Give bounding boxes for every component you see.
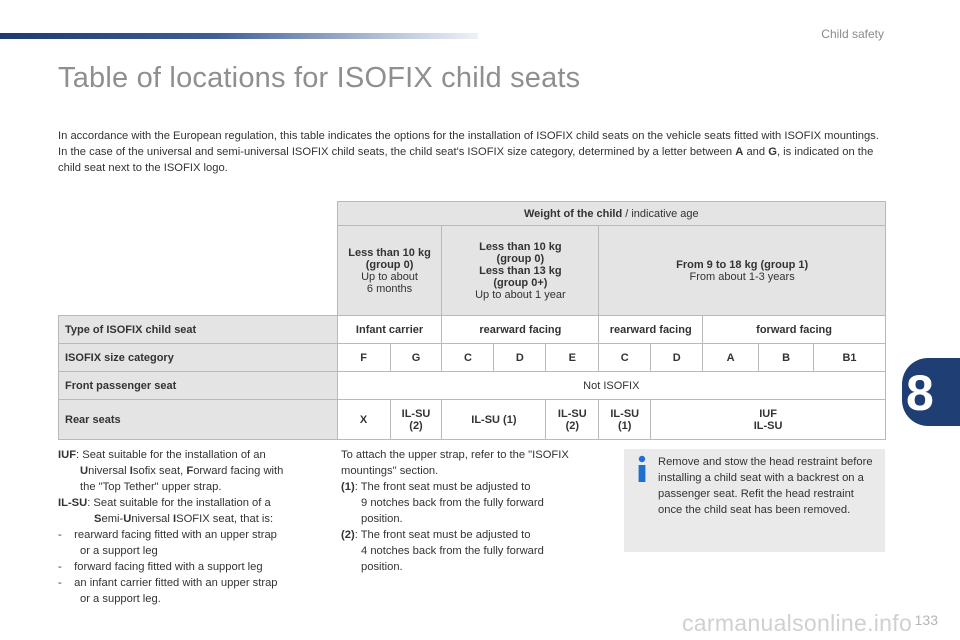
size-cell: B1 bbox=[814, 344, 886, 372]
front-seat-row-label: Front passenger seat bbox=[59, 372, 338, 400]
rear-cell: IUF IL-SU bbox=[651, 400, 886, 440]
size-cell: G bbox=[390, 344, 442, 372]
page-title: Table of locations for ISOFIX child seats bbox=[58, 62, 581, 94]
section-label: Child safety bbox=[821, 27, 884, 41]
rear-cell: IL-SU (1) bbox=[442, 400, 546, 440]
info-icon bbox=[632, 454, 652, 484]
chapter-number: 8 bbox=[906, 365, 934, 421]
rear-cell: IL-SU (2) bbox=[546, 400, 599, 440]
chapter-badge bbox=[902, 358, 960, 426]
type-row-label: Type of ISOFIX child seat bbox=[59, 316, 338, 344]
weight-header: Weight of the child / indicative age bbox=[337, 202, 885, 226]
size-cell: C bbox=[599, 344, 651, 372]
size-cell: C bbox=[442, 344, 494, 372]
front-seat-value: Not ISOFIX bbox=[337, 372, 885, 400]
type-cell: rearward facing bbox=[599, 316, 703, 344]
intro-paragraph-2: In the case of the universal and semi-universal ISOFIX child seats, the child seat's ISOFIX size category, determined by a letter between A and G, is indicated on the child seat next to the ISOFIX logo. bbox=[58, 146, 874, 174]
rear-cell: IL-SU (2) bbox=[390, 400, 442, 440]
isofix-table bbox=[58, 201, 886, 440]
legend-notes: IUF: Seat suitable for the installation of an Universal Isofix seat, Forward facing with the "Top Tether" upper strap. IL-SU: Seat suitable for the installation of a Semi-Universal ISOFIX seat, that is: - rearward facing fitted with an upper strap or a support leg - forward facing fitted with a support leg - an infant carrier fitted with an upper strap or a support leg. bbox=[58, 447, 320, 607]
type-cell: forward facing bbox=[703, 316, 886, 344]
rear-seats-row-label: Rear seats bbox=[59, 400, 338, 440]
group-0-plus-header: Less than 10 kg (group 0) Less than 13 kg (group 0+) Up to about 1 year bbox=[442, 226, 599, 316]
size-cell: E bbox=[546, 344, 599, 372]
group-0-header: Less than 10 kg (group 0) Up to about 6 months bbox=[337, 226, 442, 316]
info-box bbox=[624, 449, 885, 552]
group-1-header: From 9 to 18 kg (group 1) From about 1-3 years bbox=[599, 226, 886, 316]
size-cell: F bbox=[337, 344, 390, 372]
rear-cell: X bbox=[337, 400, 390, 440]
footnotes: To attach the upper strap, refer to the "ISOFIX mountings" section. (1): The front seat must be adjusted to 9 notches back from the fully forward position. (2): The front seat must be adjusted to 4 notches back from the fully forward position. bbox=[341, 449, 569, 573]
size-cell: B bbox=[759, 344, 814, 372]
list-item: - an infant carrier fitted with an upper strap bbox=[58, 577, 278, 589]
size-row-label: ISOFIX size category bbox=[59, 344, 338, 372]
size-cell: D bbox=[651, 344, 703, 372]
watermark: carmanualsonline.info bbox=[682, 610, 913, 636]
size-cell: D bbox=[494, 344, 546, 372]
type-cell: rearward facing bbox=[442, 316, 599, 344]
intro-paragraph-1: In accordance with the European regulation, this table indicates the options for the installation of ISOFIX child seats on the vehicle seats fitted with ISOFIX mountings. bbox=[58, 130, 879, 142]
rear-cell: IL-SU (1) bbox=[599, 400, 651, 440]
page-number: 133 bbox=[914, 612, 938, 628]
type-cell: Infant carrier bbox=[337, 316, 442, 344]
size-cell: A bbox=[703, 344, 759, 372]
intro-text bbox=[58, 128, 888, 176]
list-item: - rearward facing fitted with an upper strap bbox=[58, 529, 277, 541]
list-item: - forward facing fitted with a support leg bbox=[58, 561, 263, 573]
header-accent-bar bbox=[0, 33, 478, 39]
info-text: Remove and stow the head restraint before installing a child seat with a backrest on a passenger seat. Refit the head restraint once the child seat has been removed. bbox=[658, 456, 873, 516]
